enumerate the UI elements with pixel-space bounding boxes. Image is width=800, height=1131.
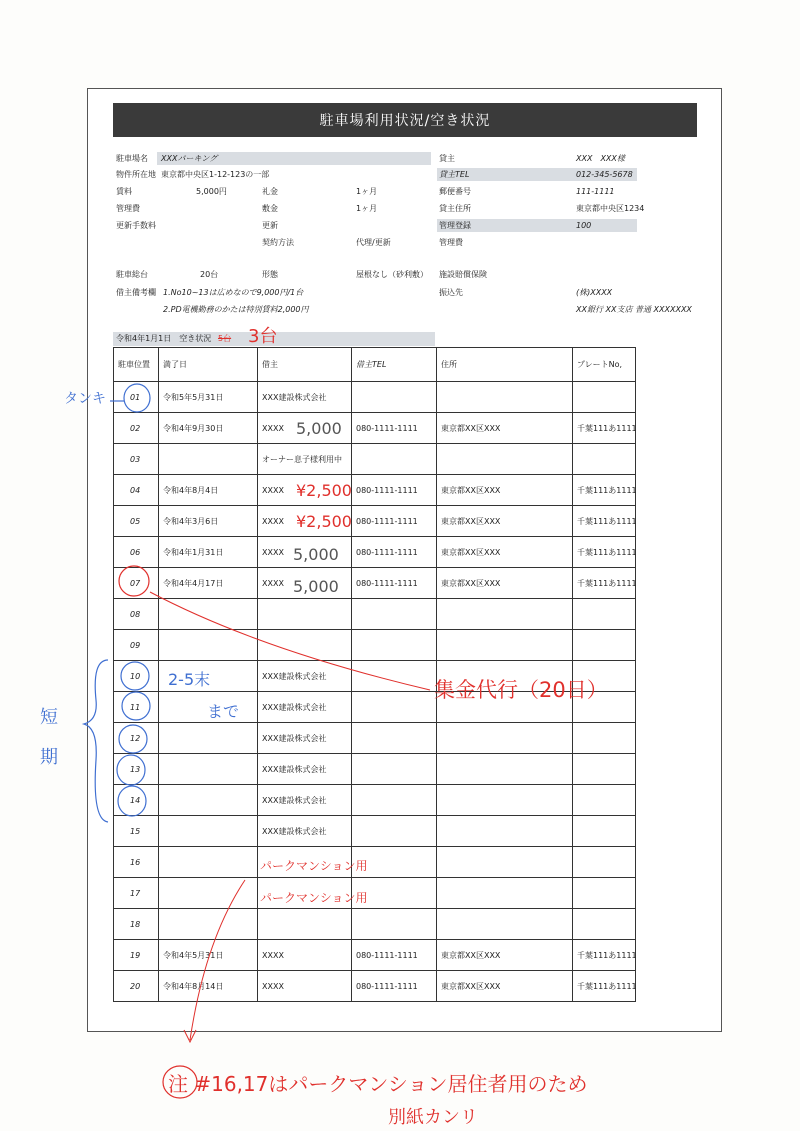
circle-07	[119, 566, 149, 596]
cell-plate: 千葉111あ1111	[573, 971, 636, 1002]
cell-position: 11	[114, 692, 159, 723]
cell-plate: 千葉111あ1111	[573, 537, 636, 568]
hw-amount-04: ¥2,500	[296, 481, 352, 500]
hw-tank: タンキ	[64, 391, 106, 407]
contract-method: 代理/更新	[356, 238, 391, 247]
hw-amount-06: 5,000	[293, 545, 339, 564]
hw-note: 注 #16,17はパークマンション居住者用のため	[168, 1072, 588, 1096]
cell-plate: 千葉111あ1111	[573, 413, 636, 444]
cell-position: 20	[114, 971, 159, 1002]
total-spaces: 20台	[200, 270, 219, 279]
hw-amount-05: ¥2,500	[296, 512, 352, 531]
cell-tenant-tel: 080-1111-1111	[352, 940, 437, 971]
landlord-address: 東京都中央区1234	[576, 204, 645, 213]
insurance-label: 施設賠償保険	[439, 270, 487, 279]
circle-10	[121, 662, 149, 690]
landlord-address-label: 貸主住所	[439, 204, 471, 213]
landlord-tel: 012-345-5678	[576, 170, 633, 179]
cell-tenant: XXXX	[258, 971, 352, 1002]
cell-tenant: XXXX	[258, 506, 352, 537]
page-title: 駐車場利用状況/空き状況	[113, 103, 697, 137]
circle-12	[119, 725, 147, 753]
col-plate: プレートNo,	[573, 348, 636, 382]
cell-address: 東京都XX区XXX	[437, 475, 573, 506]
cell-tenant: XXX建設株式会社	[258, 723, 352, 754]
bank-info: XX銀行 XX支店 普通 XXXXXXX	[576, 305, 692, 314]
shape-label: 形態	[262, 270, 278, 279]
cell-tenant: XXX建設株式会社	[258, 692, 352, 723]
hw-short-term: 短期	[40, 707, 58, 768]
circle-14	[118, 786, 146, 816]
cell-position: 14	[114, 785, 159, 816]
cell-tenant-tel: 080-1111-1111	[352, 413, 437, 444]
cell-address: 東京都XX区XXX	[437, 940, 573, 971]
circle-13	[117, 755, 145, 785]
cell-position: 07	[114, 568, 159, 599]
cell-address: 東京都XX区XXX	[437, 971, 573, 1002]
remark-2: 2.PD電機勤務のかたは特別賃料2,000円	[163, 305, 309, 314]
cell-tenant: XXX建設株式会社	[258, 785, 352, 816]
transfer-label: 振込先	[439, 288, 463, 297]
cell-position: 18	[114, 909, 159, 940]
cell-plate: 千葉111あ1111	[573, 940, 636, 971]
cell-tenant-tel: 080-1111-1111	[352, 475, 437, 506]
circle-01	[124, 384, 150, 412]
landlord: XXX XXX様	[576, 154, 625, 163]
cell-position: 13	[114, 754, 159, 785]
key-money: 1ヶ月	[356, 187, 378, 196]
cell-expiry: 令和4年9月30日	[159, 413, 258, 444]
cell-tenant: XXX建設株式会社	[258, 754, 352, 785]
cell-tenant: オーナー息子様利用中	[258, 444, 352, 475]
cell-position: 03	[114, 444, 159, 475]
mgmt-reg-label: 管理登録	[439, 221, 471, 230]
cell-expiry: 令和4年5月31日	[159, 940, 258, 971]
mgmt-reg: 100	[576, 221, 592, 230]
cell-position: 04	[114, 475, 159, 506]
deposit-label: 敷金	[262, 204, 278, 213]
transfer-name: (株)XXXX	[576, 288, 613, 297]
cell-position: 17	[114, 878, 159, 909]
parking-name-label: 駐車場名	[116, 154, 148, 163]
deposit: 1ヶ月	[356, 204, 378, 213]
cell-tenant: XXXX	[258, 537, 352, 568]
cell-tenant: XXXX	[258, 475, 352, 506]
col-position: 駐車位置	[114, 348, 159, 382]
cell-tenant: XXXX	[258, 568, 352, 599]
cell-plate: 千葉111あ1111	[573, 506, 636, 537]
cell-position: 19	[114, 940, 159, 971]
cell-tenant: XXXX	[258, 940, 352, 971]
renewal-fee-label: 更新手数料	[116, 221, 156, 230]
cell-plate: 千葉111あ1111	[573, 568, 636, 599]
note-arrow	[184, 880, 245, 1042]
cell-position: 06	[114, 537, 159, 568]
col-address: 住所	[437, 348, 573, 382]
cell-position: 01	[114, 382, 159, 413]
hw-vacant-count: 3台	[248, 326, 278, 347]
remark-1: 1.No10~13は広めなので9,000円/1台	[163, 288, 304, 297]
circle-11	[122, 692, 150, 720]
cell-tenant-tel: 080-1111-1111	[352, 506, 437, 537]
renewal-label: 更新	[262, 221, 278, 230]
rent-label: 賃料	[116, 187, 132, 196]
cell-position: 16	[114, 847, 159, 878]
hw-amount-02: 5,000	[296, 419, 342, 438]
cell-tenant: XXX建設株式会社	[258, 816, 352, 847]
cell-position: 08	[114, 599, 159, 630]
mgmt-fee-label: 管理費	[439, 238, 463, 247]
col-expiry: 満了日	[159, 348, 258, 382]
admin-fee-label: 管理費	[116, 204, 140, 213]
cell-expiry: 令和4年8月14日	[159, 971, 258, 1002]
total-spaces-label: 駐車総台	[116, 270, 148, 279]
vacant-struck: 5台	[218, 334, 232, 343]
cell-tenant-tel: 080-1111-1111	[352, 568, 437, 599]
landlord-tel-label: 貸主TEL	[439, 170, 470, 179]
brace	[84, 660, 108, 822]
cell-expiry: 令和4年8月4日	[159, 475, 258, 506]
cell-address: 東京都XX区XXX	[437, 537, 573, 568]
contract-method-label: 契約方法	[262, 238, 294, 247]
cell-plate: 千葉111あ1111	[573, 475, 636, 506]
cell-address: 東京都XX区XXX	[437, 413, 573, 444]
cell-tenant-tel: 080-1111-1111	[352, 971, 437, 1002]
hw-park-16: パークマンション用	[260, 859, 368, 873]
remarks-label: 借主備考欄	[116, 288, 156, 297]
cell-tenant-tel: 080-1111-1111	[352, 537, 437, 568]
cell-position: 02	[114, 413, 159, 444]
location: 東京都中央区1-12-123の一部	[161, 170, 270, 179]
cell-expiry: 令和4年1月31日	[159, 537, 258, 568]
postal: 111-1111	[576, 187, 615, 196]
cell-tenant: XXX建設株式会社	[258, 382, 352, 413]
key-money-label: 礼金	[262, 187, 278, 196]
col-tenant-tel: 借主TEL	[352, 348, 437, 382]
cell-position: 09	[114, 630, 159, 661]
status-heading: 令和4年1月1日 空き状況	[116, 334, 212, 343]
parking-name: XXXパーキング	[161, 154, 218, 163]
hw-park-17: パークマンション用	[260, 891, 368, 905]
shape: 屋根なし（砂利敷）	[356, 270, 428, 279]
cell-position: 10	[114, 661, 159, 692]
cell-tenant: XXX建設株式会社	[258, 661, 352, 692]
cell-position: 12	[114, 723, 159, 754]
postal-label: 郵便番号	[439, 187, 471, 196]
location-label: 物件所在地	[116, 170, 156, 179]
cell-expiry: 令和5年5月31日	[159, 382, 258, 413]
hw-made: まで	[207, 702, 240, 721]
cell-address: 東京都XX区XXX	[437, 506, 573, 537]
cell-position: 05	[114, 506, 159, 537]
hw-range: 2-5末	[168, 670, 211, 689]
rent: 5,000円	[196, 187, 227, 196]
hw-collection: 集金代行（20日）	[434, 678, 608, 702]
cell-expiry: 令和4年4月17日	[159, 568, 258, 599]
col-tenant: 借主	[258, 348, 352, 382]
cell-address: 東京都XX区XXX	[437, 568, 573, 599]
cell-tenant: XXXX	[258, 413, 352, 444]
hw-note-2: 別紙カンリ	[388, 1107, 478, 1128]
cell-expiry: 令和4年3月6日	[159, 506, 258, 537]
hw-amount-07: 5,000	[293, 577, 339, 596]
landlord-label: 貸主	[439, 154, 455, 163]
cell-position: 15	[114, 816, 159, 847]
